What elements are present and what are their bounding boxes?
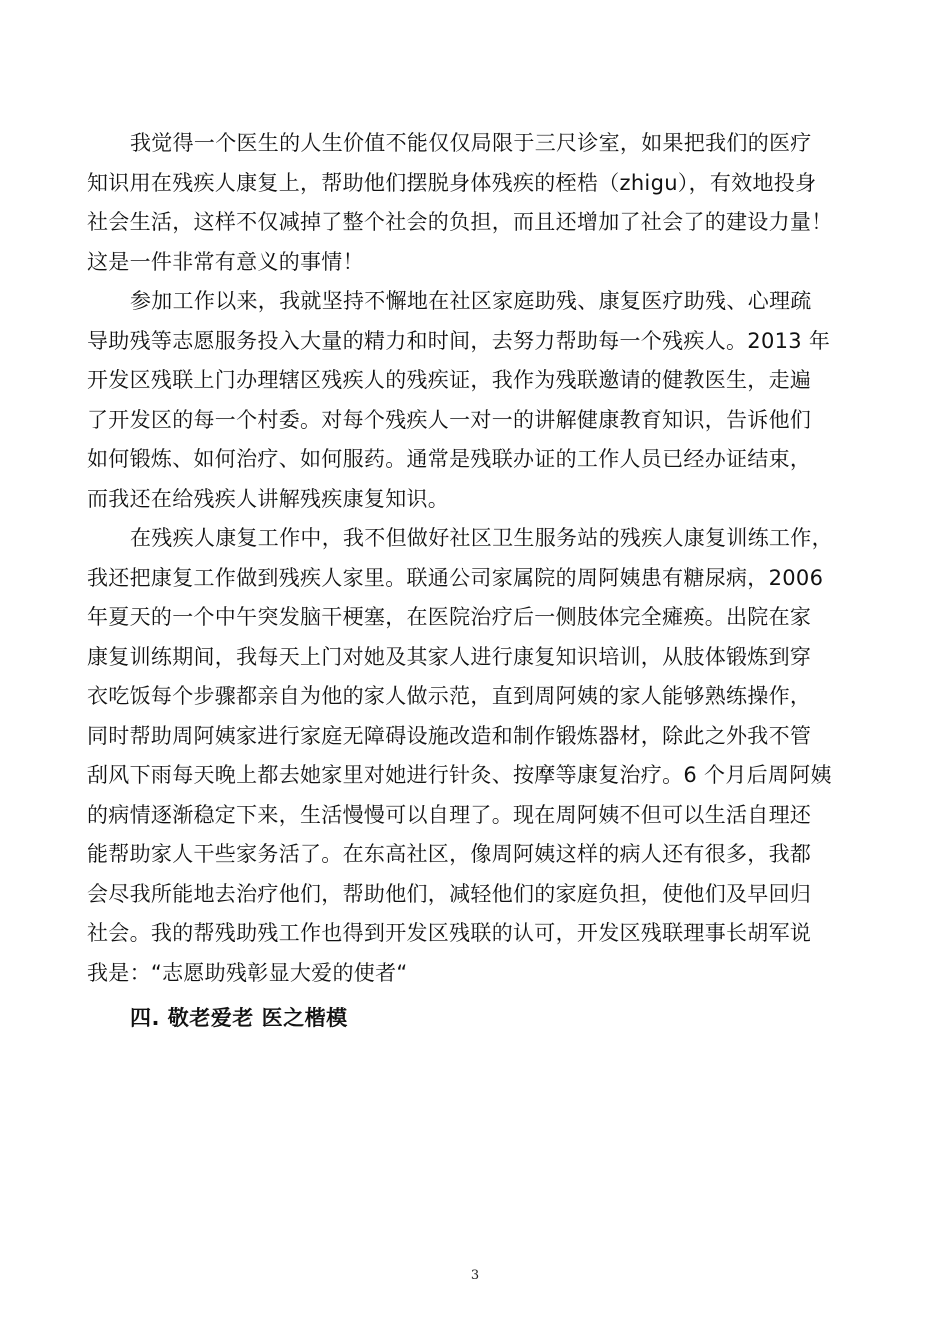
section-heading: 四. 敬老爱老 医之楷模 bbox=[130, 1006, 348, 1030]
paragraph-line: 社会生活，这样不仅减掉了整个社会的负担，而且还增加了社会了的建设力量！ bbox=[87, 210, 833, 234]
paragraph-line: 如何锻炼、如何治疗、如何服药。通常是残联办证的工作人员已经办证结束， bbox=[87, 447, 812, 471]
paragraph-line: 我觉得一个医生的人生价值不能仅仅局限于三尺诊室，如果把我们的医疗 bbox=[130, 131, 812, 155]
paragraph-2 bbox=[87, 282, 877, 519]
paragraph-3 bbox=[87, 519, 877, 993]
paragraph-line: 导助残等志愿服务投入大量的精力和时间，去努力帮助每一个残疾人。2013 年 bbox=[87, 328, 831, 353]
paragraph-line: 能帮助家人干些家务活了。在东高社区，像周阿姨这样的病人还有很多，我都 bbox=[87, 842, 812, 866]
paragraph-line: 而我还在给残疾人讲解残疾康复知识。 bbox=[87, 486, 450, 511]
paragraph-line: 刮风下雨每天晚上都去她家里对她进行针灸、按摩等康复治疗。6 个月后周阿姨 bbox=[87, 763, 832, 787]
paragraph-line: 这是一件非常有意义的事情！ bbox=[87, 249, 364, 274]
paragraph-line: 年夏天的一个中午突发脑干梗塞，在医院治疗后一侧肢体完全瘫痪。出院在家 bbox=[87, 605, 812, 629]
paragraph-line: 参加工作以来，我就坚持不懈地在社区家庭助残、康复医疗助残、心理疏 bbox=[130, 289, 812, 313]
paragraph-line: 衣吃饭每个步骤都亲自为他的家人做示范，直到周阿姨的家人能够熟练操作， bbox=[87, 684, 812, 708]
page-number: 3 bbox=[470, 1268, 480, 1283]
document-body bbox=[87, 124, 877, 1039]
paragraph-line: 在残疾人康复工作中，我不但做好社区卫生服务站的残疾人康复训练工作， bbox=[130, 526, 833, 550]
paragraph-line: 开发区残联上门办理辖区残疾人的残疾证，我作为残联邀请的健教医生，走遍 bbox=[87, 368, 812, 392]
paragraph-1 bbox=[87, 124, 877, 282]
paragraph-line: 社会。我的帮残助残工作也得到开发区残联的认可，开发区残联理事长胡军说 bbox=[87, 921, 812, 945]
paragraph-line: 知识用在残疾人康复上，帮助他们摆脱身体残疾的桎梏（zhigu），有效地投身 bbox=[87, 170, 817, 195]
paragraph-line: 我是：“志愿助残彰显大爱的使者“ bbox=[87, 960, 408, 985]
paragraph-line: 了开发区的每一个村委。对每个残疾人一对一的讲解健康教育知识，告诉他们 bbox=[87, 407, 812, 432]
paragraph-line: 我还把康复工作做到残疾人家里。联通公司家属院的周阿姨患有糖尿病，2006 bbox=[87, 565, 824, 590]
paragraph-line: 康复训练期间，我每天上门对她及其家人进行康复知识培训，从肢体锻炼到穿 bbox=[87, 644, 812, 669]
paragraph-line: 同时帮助周阿姨家进行家庭无障碍设施改造和制作锻炼器材，除此之外我不管 bbox=[87, 723, 812, 748]
paragraph-line: 会尽我所能地去治疗他们，帮助他们，减轻他们的家庭负担，使他们及早回归 bbox=[87, 881, 812, 906]
paragraph-line: 的病情逐渐稳定下来，生活慢慢可以自理了。现在周阿姨不但可以生活自理还 bbox=[87, 802, 812, 827]
